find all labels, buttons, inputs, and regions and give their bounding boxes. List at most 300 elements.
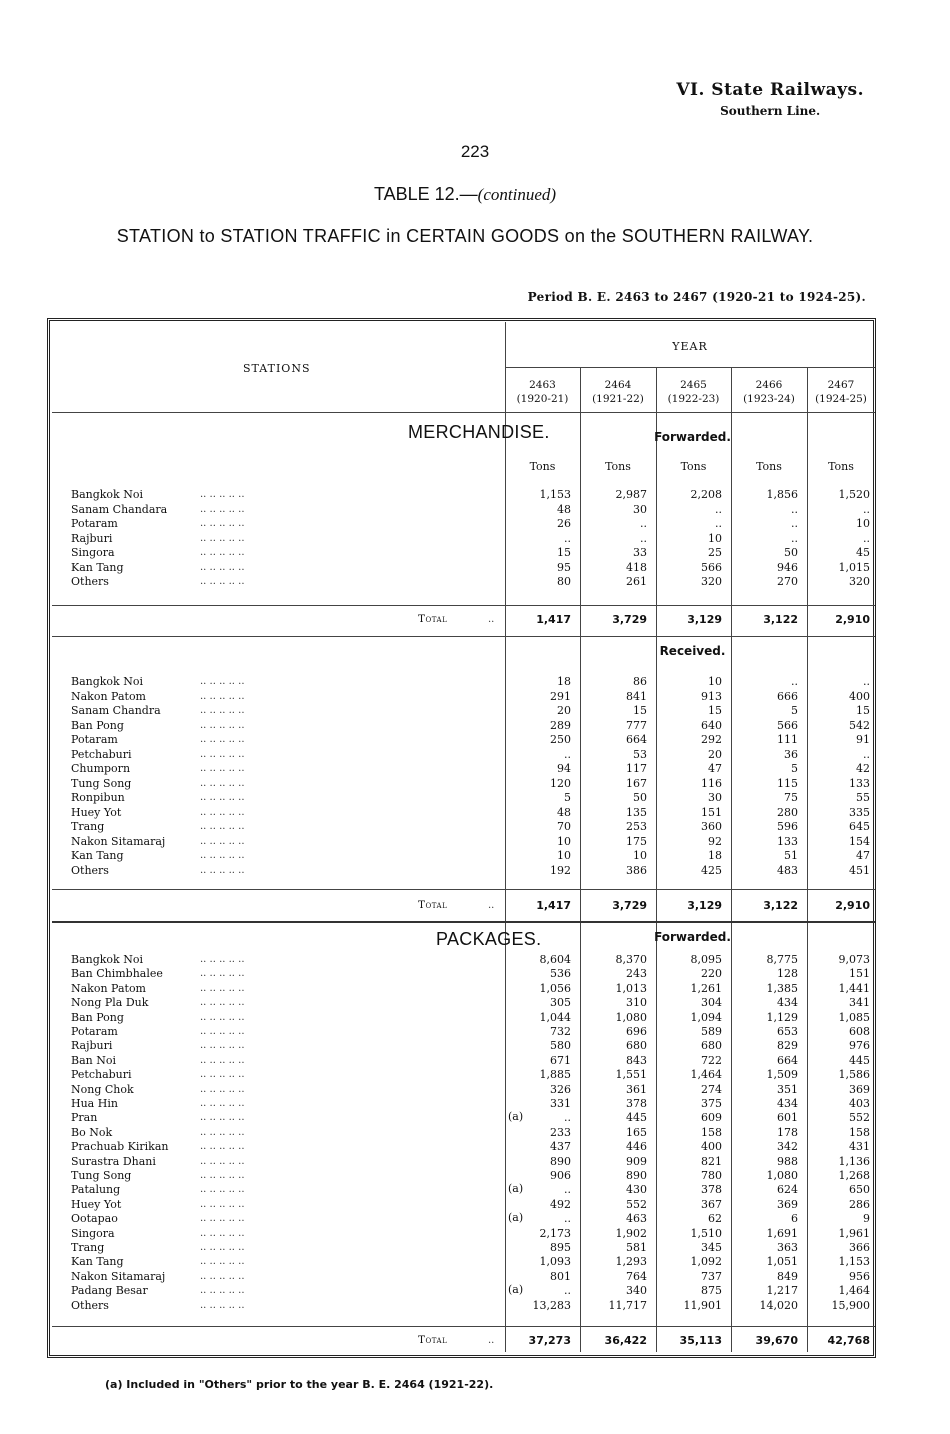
merch-fwd-value: 25 xyxy=(708,546,722,559)
pack-fwd-value: 680 xyxy=(701,1039,722,1053)
year-heading: YEAR xyxy=(672,340,708,353)
merch-rec-value: 5 xyxy=(791,762,798,775)
merch-rec-value: 289 xyxy=(550,718,571,732)
merch-rec-value: 116 xyxy=(701,776,722,790)
pack-fwd-value: 11,901 xyxy=(683,1298,722,1312)
leader-dots: .. .. .. .. .. xyxy=(200,547,245,558)
station-name: Others xyxy=(71,1298,109,1312)
label-merch-forwarded: Forwarded. xyxy=(654,430,731,444)
year-ce: (1921-22) xyxy=(592,393,644,405)
merch-rec-total-label: Total xyxy=(418,899,448,911)
merch-fwd-value: 45 xyxy=(856,546,870,559)
pack-fwd-value: 829 xyxy=(777,1039,798,1053)
pack-fwd-value: 890 xyxy=(550,1154,571,1168)
pack-fwd-value: 696 xyxy=(626,1025,647,1038)
pack-fwd-value: 15,900 xyxy=(831,1298,870,1312)
merch-rec-value: 42 xyxy=(856,762,870,775)
merch-rec-value: 451 xyxy=(849,863,870,877)
merch-fwd-value: .. xyxy=(715,502,722,516)
pack-fwd-value: 1,092 xyxy=(690,1255,722,1269)
merch-rec-value: 10 xyxy=(557,834,571,848)
station-name: Others xyxy=(71,575,109,588)
pack-fwd-value: 233 xyxy=(550,1125,571,1139)
merch-rec-value: 20 xyxy=(708,747,722,761)
merch-rec-value: 15 xyxy=(633,704,647,717)
merch-rec-value: 91 xyxy=(856,733,870,746)
year-be: 2464 xyxy=(604,379,632,391)
merch-rec-value: 20 xyxy=(557,704,571,717)
station-name: Bo Nok xyxy=(71,1125,113,1139)
leader-dots: .. .. .. .. .. xyxy=(200,835,245,847)
pack-fwd-value: 220 xyxy=(701,967,722,981)
merch-rec-value: 253 xyxy=(626,820,647,833)
pack-fwd-value: 431 xyxy=(849,1140,870,1154)
leader-dots: .. xyxy=(488,900,495,911)
station-name: Prachuab Kirikan xyxy=(71,1140,169,1154)
pack-fwd-value: 601 xyxy=(777,1111,798,1125)
station-name: Ban Chimbhalee xyxy=(71,967,163,981)
pack-fwd-value: 1,885 xyxy=(539,1068,571,1082)
leader-dots: .. .. .. .. .. xyxy=(200,1227,245,1239)
merch-fwd-value: 2,987 xyxy=(615,488,647,501)
pack-fwd-value: 165 xyxy=(626,1125,647,1139)
merch-rec-value: .. xyxy=(863,675,870,688)
station-name: Huey Yot xyxy=(71,1197,122,1211)
merch-rec-value: 51 xyxy=(784,849,798,862)
pack-fwd-value: 367 xyxy=(701,1197,722,1211)
merch-rec-value: 94 xyxy=(557,762,571,775)
pack-fwd-total-value: 39,670 xyxy=(755,1334,798,1347)
pack-fwd-value: 1,691 xyxy=(766,1226,798,1240)
pack-fwd-value: 609 xyxy=(701,1111,722,1125)
merch-rec-value: 133 xyxy=(849,776,870,790)
merch-rec-value: 5 xyxy=(564,791,571,804)
leader-dots: .. .. .. .. .. xyxy=(200,821,245,832)
pack-fwd-value: 1,464 xyxy=(690,1068,722,1082)
section-packages: PACKAGES. xyxy=(436,929,542,949)
pack-fwd-value: 378 xyxy=(626,1097,647,1110)
pack-fwd-value: 341 xyxy=(849,996,870,1010)
leader-dots: .. .. .. .. .. xyxy=(200,968,245,980)
merch-rec-value: 192 xyxy=(550,863,571,877)
station-name: Hua Hin xyxy=(71,1097,118,1110)
merch-rec-value: 115 xyxy=(777,776,798,790)
pack-fwd-value: 909 xyxy=(626,1154,647,1168)
pack-fwd-value: 895 xyxy=(550,1241,571,1254)
leader-dots: .. .. .. .. .. xyxy=(200,518,245,529)
pack-fwd-value: 243 xyxy=(626,967,647,981)
stations-heading: STATIONS xyxy=(243,362,311,375)
pack-fwd-value: 9,073 xyxy=(838,953,870,966)
station-name: Sanam Chandara xyxy=(71,502,168,516)
series-subtitle: Southern Line. xyxy=(720,104,821,118)
year-be: 2463 xyxy=(529,379,556,391)
merch-rec-value: 30 xyxy=(708,791,722,804)
pack-fwd-value: 151 xyxy=(849,967,870,981)
pack-fwd-value: 1,385 xyxy=(766,981,798,995)
leader-dots: .. .. .. .. .. xyxy=(200,489,245,500)
leader-dots: .. .. .. .. .. xyxy=(200,850,245,861)
pack-fwd-value: 331 xyxy=(550,1097,571,1110)
merch-rec-value: 53 xyxy=(633,747,647,761)
merch-rec-value: 175 xyxy=(626,834,647,848)
pack-fwd-value: 580 xyxy=(550,1039,571,1053)
pack-fwd-value: .. xyxy=(564,1212,571,1226)
year-be: 2466 xyxy=(755,379,783,391)
pack-fwd-value: .. xyxy=(564,1111,571,1125)
merch-fwd-value: 261 xyxy=(626,575,647,588)
pack-fwd-value: 671 xyxy=(550,1053,571,1067)
pack-fwd-value: 11,717 xyxy=(608,1298,647,1312)
pack-fwd-value: 890 xyxy=(626,1169,647,1182)
rule-h-merch-fwd-total-bottom xyxy=(52,636,875,637)
merch-fwd-total-value: 3,122 xyxy=(763,613,798,626)
pack-fwd-value: 906 xyxy=(550,1169,571,1182)
merch-rec-value: 15 xyxy=(856,704,870,717)
pack-fwd-value: 589 xyxy=(701,1025,722,1038)
pack-fwd-value: 8,370 xyxy=(615,953,647,966)
footnote-marker: (a) xyxy=(508,1182,524,1196)
rule-h-merch-rec-total-top xyxy=(52,889,875,890)
merch-rec-value: 250 xyxy=(550,733,571,746)
merch-fwd-value: 320 xyxy=(701,575,722,588)
pack-fwd-value: 434 xyxy=(777,996,798,1010)
pack-fwd-value: 463 xyxy=(626,1212,647,1226)
footnote-marker: (a) xyxy=(508,1211,524,1225)
period-label: Period B. E. 2463 to 2467 (1920-21 to 1924-25). xyxy=(527,290,866,304)
pack-fwd-value: 9 xyxy=(863,1212,870,1226)
merch-rec-value: 777 xyxy=(626,718,647,732)
year-ce: (1923-24) xyxy=(743,393,795,405)
merch-fwd-value: .. xyxy=(640,517,647,530)
merch-fwd-value: 30 xyxy=(633,502,647,516)
pack-fwd-value: 664 xyxy=(777,1053,798,1067)
pack-fwd-value: 345 xyxy=(701,1241,722,1254)
pack-fwd-value: 1,093 xyxy=(539,1255,571,1269)
leader-dots: .. .. .. .. .. xyxy=(200,1098,245,1109)
pack-fwd-value: 8,775 xyxy=(766,953,798,966)
pack-fwd-value: 366 xyxy=(849,1241,870,1254)
merch-rec-value: 117 xyxy=(626,762,647,775)
rule-h-pack-total-top xyxy=(52,1326,875,1327)
station-name: Trang xyxy=(71,820,105,833)
leader-dots: .. .. .. .. .. xyxy=(200,982,245,994)
merch-rec-value: 151 xyxy=(701,805,722,819)
pack-fwd-value: 764 xyxy=(626,1269,647,1283)
label-pack-forwarded: Forwarded. xyxy=(654,930,731,944)
station-name: Ronpibun xyxy=(71,791,125,804)
leader-dots: .. .. .. .. .. xyxy=(200,561,245,573)
pack-fwd-value: 2,173 xyxy=(539,1226,571,1240)
leader-dots: .. .. .. .. .. xyxy=(200,719,245,731)
leader-dots: .. .. .. .. .. xyxy=(200,1040,245,1052)
merch-fwd-total-value: 3,729 xyxy=(612,613,647,626)
leader-dots: .. .. .. .. .. xyxy=(200,1026,245,1037)
leader-dots: .. .. .. .. .. xyxy=(200,792,245,803)
unit-label: Tons xyxy=(605,460,631,473)
merch-rec-value: 10 xyxy=(633,849,647,862)
pack-fwd-value: 552 xyxy=(849,1111,870,1125)
station-name: Ban Pong xyxy=(71,718,124,732)
leader-dots: .. .. .. .. .. xyxy=(200,734,245,745)
pack-fwd-value: 624 xyxy=(777,1183,798,1197)
pack-fwd-value: 158 xyxy=(849,1125,870,1139)
leader-dots: .. xyxy=(488,1335,495,1346)
pack-fwd-value: 445 xyxy=(849,1053,870,1067)
merch-fwd-value: 10 xyxy=(708,531,722,545)
merch-rec-total-value: 3,729 xyxy=(612,899,647,912)
pack-fwd-value: 1,136 xyxy=(838,1154,870,1168)
merch-fwd-value: 48 xyxy=(557,502,571,516)
merch-rec-value: 645 xyxy=(849,820,870,833)
merch-fwd-total-label: Total xyxy=(418,613,448,625)
rule-h-header xyxy=(52,412,875,413)
station-name: Singora xyxy=(71,1226,115,1240)
pack-fwd-value: 653 xyxy=(777,1025,798,1038)
pack-fwd-value: 430 xyxy=(626,1183,647,1197)
series-title: VI. State Railways. xyxy=(676,80,864,100)
pack-fwd-value: 821 xyxy=(701,1154,722,1168)
pack-fwd-value: 274 xyxy=(701,1082,722,1096)
leader-dots: .. .. .. .. .. xyxy=(200,1112,245,1124)
merch-fwd-value: 1,015 xyxy=(838,560,870,574)
merch-rec-value: 483 xyxy=(777,863,798,877)
merch-rec-value: 335 xyxy=(849,805,870,819)
leader-dots: .. .. .. .. .. xyxy=(200,997,245,1009)
leader-dots: .. .. .. .. .. xyxy=(200,676,245,687)
merch-fwd-value: 80 xyxy=(557,575,571,588)
pack-fwd-value: 286 xyxy=(849,1197,870,1211)
merch-rec-value: 135 xyxy=(626,805,647,819)
merch-fwd-total-value: 3,129 xyxy=(687,613,722,626)
station-name: Sanam Chandra xyxy=(71,704,161,717)
merch-fwd-value: 946 xyxy=(777,560,798,574)
station-name: Kan Tang xyxy=(71,1255,124,1269)
year-col-2 xyxy=(580,378,656,406)
station-name: Nakon Sitamaraj xyxy=(71,1269,166,1283)
pack-fwd-value: 403 xyxy=(849,1097,870,1110)
merch-rec-value: 566 xyxy=(777,718,798,732)
pack-fwd-value: 326 xyxy=(550,1082,571,1096)
pack-fwd-value: 340 xyxy=(626,1284,647,1298)
station-name: Bangkok Noi xyxy=(71,675,143,688)
unit-label: Tons xyxy=(828,460,854,473)
footnote-marker: (a) xyxy=(508,1283,524,1297)
merch-rec-value: 666 xyxy=(777,689,798,703)
pack-fwd-value: 178 xyxy=(777,1125,798,1139)
label-merch-received: Received. xyxy=(659,644,726,658)
pack-fwd-value: 1,509 xyxy=(766,1068,798,1082)
pack-fwd-value: .. xyxy=(564,1284,571,1298)
merch-rec-value: 111 xyxy=(777,733,798,746)
merch-fwd-total-value: 1,417 xyxy=(536,613,571,626)
station-name: Kan Tang xyxy=(71,849,124,862)
station-name: Nong Chok xyxy=(71,1082,134,1096)
station-name: Padang Besar xyxy=(71,1284,148,1298)
footnote-marker: (a) xyxy=(508,1110,524,1124)
pack-fwd-value: 875 xyxy=(701,1284,722,1298)
leader-dots: .. .. .. .. .. xyxy=(200,806,245,818)
merch-rec-value: 18 xyxy=(557,675,571,688)
pack-fwd-value: 1,441 xyxy=(838,981,870,995)
merch-fwd-value: 320 xyxy=(849,575,870,588)
section-merchandise: MERCHANDISE. xyxy=(408,422,550,442)
merch-fwd-value: 566 xyxy=(701,560,722,574)
merch-rec-value: 133 xyxy=(777,834,798,848)
merch-rec-value: 596 xyxy=(777,820,798,833)
pack-fwd-value: 988 xyxy=(777,1154,798,1168)
pack-fwd-value: 375 xyxy=(701,1097,722,1110)
merch-fwd-value: 26 xyxy=(557,517,571,530)
pack-fwd-value: 13,283 xyxy=(532,1298,571,1312)
station-name: Tung Song xyxy=(71,1169,132,1182)
pack-fwd-value: 1,586 xyxy=(838,1068,870,1082)
leader-dots: .. .. .. .. .. xyxy=(200,532,245,544)
pack-fwd-value: .. xyxy=(564,1183,571,1197)
pack-fwd-value: 536 xyxy=(550,967,571,981)
pack-fwd-total-label: Total xyxy=(418,1334,448,1346)
year-col-4 xyxy=(731,378,807,406)
leader-dots: .. .. .. .. .. xyxy=(200,690,245,702)
merch-fwd-value: 33 xyxy=(633,546,647,559)
merch-rec-value: 10 xyxy=(557,849,571,862)
merch-rec-value: 542 xyxy=(849,718,870,732)
pack-fwd-value: 310 xyxy=(626,996,647,1010)
station-name: Ban Pong xyxy=(71,1010,124,1024)
station-name: Nakon Patom xyxy=(71,981,146,995)
pack-fwd-value: 1,056 xyxy=(539,981,571,995)
merch-fwd-value: 418 xyxy=(626,560,647,574)
merch-rec-value: 55 xyxy=(856,791,870,804)
leader-dots: .. .. .. .. .. xyxy=(200,763,245,774)
pack-fwd-value: 361 xyxy=(626,1082,647,1096)
merch-fwd-value: .. xyxy=(640,531,647,545)
leader-dots: .. .. .. .. .. xyxy=(200,1184,245,1196)
rule-h-year xyxy=(505,367,875,368)
unit-label: Tons xyxy=(756,460,782,473)
merch-fwd-value: .. xyxy=(791,502,798,516)
pack-fwd-value: 1,293 xyxy=(615,1255,647,1269)
leader-dots: .. .. .. .. .. xyxy=(200,1155,245,1167)
merch-rec-value: .. xyxy=(863,747,870,761)
station-name: Singora xyxy=(71,546,115,559)
station-name: Chumporn xyxy=(71,762,131,775)
station-name: Petchaburi xyxy=(71,747,132,761)
pack-fwd-value: 1,268 xyxy=(838,1169,870,1182)
merch-rec-value: 154 xyxy=(849,834,870,848)
pack-fwd-value: 843 xyxy=(626,1053,647,1067)
pack-fwd-total-value: 37,273 xyxy=(528,1334,571,1347)
leader-dots: .. .. .. .. .. xyxy=(200,1256,245,1268)
leader-dots: .. .. .. .. .. xyxy=(200,1141,245,1153)
station-name: Bangkok Noi xyxy=(71,953,143,966)
leader-dots: .. .. .. .. .. xyxy=(200,1213,245,1225)
merch-fwd-value: .. xyxy=(863,502,870,516)
pack-fwd-total-value: 36,422 xyxy=(604,1334,647,1347)
merch-fwd-value: 15 xyxy=(557,546,571,559)
pack-fwd-value: 1,044 xyxy=(539,1010,571,1024)
pack-fwd-value: 400 xyxy=(701,1140,722,1154)
pack-fwd-value: 1,051 xyxy=(766,1255,798,1269)
merch-rec-value: 18 xyxy=(708,849,722,862)
merch-fwd-value: 1,520 xyxy=(838,488,870,501)
year-col-3 xyxy=(656,378,731,406)
station-name: Ban Noi xyxy=(71,1053,116,1067)
merch-rec-value: 360 xyxy=(701,820,722,833)
rule-h-merch-fwd-total-top xyxy=(52,605,875,606)
year-col-5 xyxy=(807,378,875,406)
series-header xyxy=(676,80,864,118)
merch-rec-value: 120 xyxy=(550,776,571,790)
pack-fwd-value: 434 xyxy=(777,1097,798,1110)
pack-fwd-value: 1,902 xyxy=(615,1226,647,1240)
pack-fwd-value: 849 xyxy=(777,1269,798,1283)
leader-dots: .. .. .. .. .. xyxy=(200,1242,245,1253)
pack-fwd-value: 1,153 xyxy=(838,1255,870,1269)
pack-fwd-value: 158 xyxy=(701,1125,722,1139)
station-name: Ootapao xyxy=(71,1212,118,1226)
merch-fwd-value: 1,856 xyxy=(766,488,798,501)
pack-fwd-value: 581 xyxy=(626,1241,647,1254)
leader-dots: .. .. .. .. .. xyxy=(200,1083,245,1095)
page-title: STATION to STATION TRAFFIC in CERTAIN GOODS on the SOUTHERN RAILWAY. xyxy=(116,226,814,246)
pack-fwd-value: 1,085 xyxy=(838,1010,870,1024)
merch-rec-value: 70 xyxy=(557,820,571,833)
merch-rec-value: 400 xyxy=(849,689,870,703)
year-col-1 xyxy=(505,378,580,406)
footnote: (a) Included in "Others" prior to the year B. E. 2464 (1921-22). xyxy=(105,1378,494,1391)
leader-dots: .. .. .. .. .. xyxy=(200,1054,245,1066)
pack-fwd-value: 492 xyxy=(550,1197,571,1211)
merch-rec-total-value: 1,417 xyxy=(536,899,571,912)
station-name: Nakon Sitamaraj xyxy=(71,834,166,848)
station-name: Potaram xyxy=(71,733,118,746)
year-ce: (1922-23) xyxy=(667,393,720,405)
pack-fwd-value: 342 xyxy=(777,1140,798,1154)
pack-fwd-value: 437 xyxy=(550,1140,571,1154)
pack-fwd-value: 446 xyxy=(626,1140,647,1154)
table-number: TABLE 12.— xyxy=(373,184,478,204)
pack-fwd-value: 445 xyxy=(626,1111,647,1125)
pack-fwd-value: 305 xyxy=(550,996,571,1010)
pack-fwd-value: 1,094 xyxy=(690,1010,722,1024)
pack-fwd-value: 8,604 xyxy=(539,953,571,966)
pack-fwd-value: 1,217 xyxy=(766,1284,798,1298)
station-name: Nong Pla Duk xyxy=(71,996,149,1010)
pack-fwd-value: 304 xyxy=(701,996,722,1010)
merch-rec-value: 15 xyxy=(708,704,722,717)
pack-fwd-value: 1,080 xyxy=(615,1010,647,1024)
merch-rec-value: 913 xyxy=(701,689,722,703)
pack-fwd-value: 552 xyxy=(626,1197,647,1211)
pack-fwd-value: 378 xyxy=(701,1183,722,1197)
station-name: Potaram xyxy=(71,517,118,530)
year-be: 2465 xyxy=(680,379,707,391)
merch-rec-value: 5 xyxy=(791,704,798,717)
pack-fwd-value: 650 xyxy=(849,1183,870,1197)
leader-dots: .. .. .. .. .. xyxy=(200,1126,245,1138)
merch-rec-value: 75 xyxy=(784,791,798,804)
merch-rec-value: 86 xyxy=(633,675,647,688)
station-name: Tung Song xyxy=(71,776,132,790)
merch-rec-value: 167 xyxy=(626,776,647,790)
pack-fwd-value: 732 xyxy=(550,1025,571,1038)
leader-dots: .. .. .. .. .. xyxy=(200,748,245,760)
pack-fwd-value: 956 xyxy=(849,1269,870,1283)
pack-fwd-value: 801 xyxy=(550,1269,571,1283)
leader-dots: .. .. .. .. .. xyxy=(200,1270,245,1282)
pack-fwd-value: 351 xyxy=(777,1082,798,1096)
